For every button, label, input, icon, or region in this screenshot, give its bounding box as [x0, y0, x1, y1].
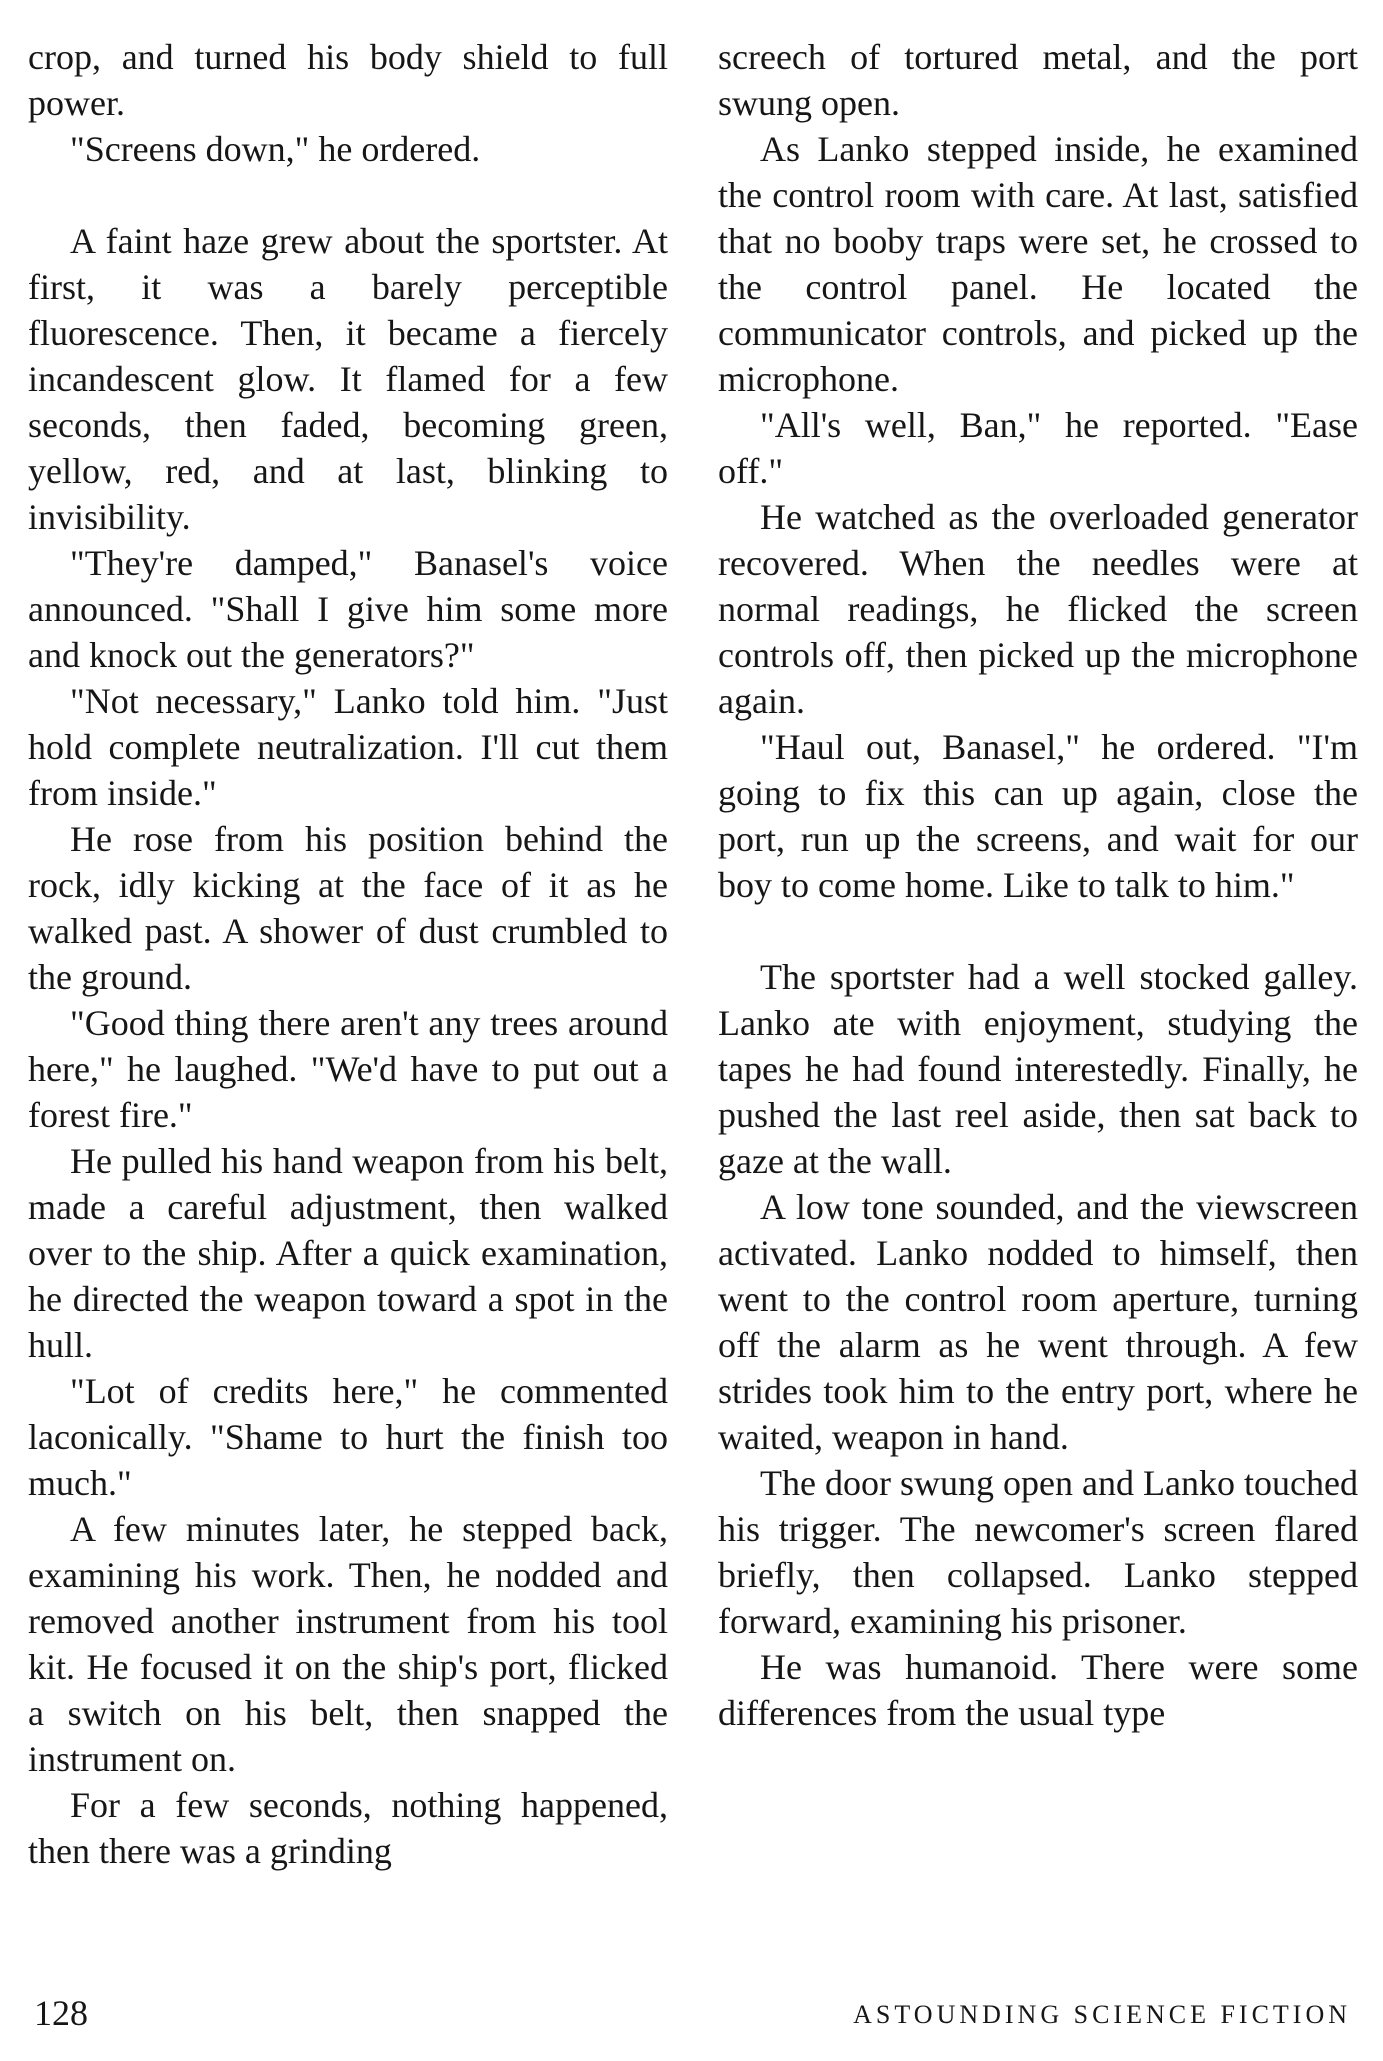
paragraph: "They're damped," Banasel's voice announced. "Shall I give him some more and knock out the generators?" — [28, 543, 668, 675]
paragraph: For a few seconds, nothing happened, then there was a grinding — [28, 1785, 668, 1871]
running-title: ASTOUNDING SCIENCE FICTION — [853, 2000, 1351, 2029]
paragraph: He watched as the overloaded generator recovered. When the needles were at normal readings, he flicked the screen controls off, then picked up the microphone again. — [718, 497, 1358, 721]
paragraph: A low tone sounded, and the viewscreen activated. Lanko nodded to himself, then went to the control room aperture, turning off the alarm as he went through. A few strides took him to the entry port, where he waited, weapon in hand. — [718, 1187, 1358, 1457]
paragraph: screech of tortured metal, and the port swung open. — [718, 37, 1358, 123]
paragraph: He was humanoid. There were some differences from the usual type — [718, 1647, 1358, 1733]
paragraph: A few minutes later, he stepped back, examining his work. Then, he nodded and removed another instrument from his tool kit. He focused it on the ship's port, flicked a switch on his belt, then snapped the instrument on. — [28, 1509, 668, 1779]
paragraph: A faint haze grew about the sportster. At first, it was a barely perceptible fluorescence. Then, it became a fiercely incandescent glow. It flamed for a few seconds, then faded, becoming green, yellow, red, and at last, blinking to invisibility. — [28, 221, 668, 537]
paragraph: "Good thing there aren't any trees around here," he laughed. "We'd have to put out a forest fire." — [28, 1003, 668, 1135]
paragraph: He rose from his position behind the rock, idly kicking at the face of it as he walked past. A shower of dust crumbled to the ground. — [28, 819, 668, 997]
paragraph: "All's well, Ban," he reported. "Ease off." — [718, 405, 1358, 491]
paragraph: crop, and turned his body shield to full power. — [28, 37, 668, 123]
page-number: 128 — [34, 1993, 88, 2033]
paragraph: "Not necessary," Lanko told him. "Just hold complete neutralization. I'll cut them from inside." — [28, 681, 668, 813]
paragraph: He pulled his hand weapon from his belt, made a careful adjustment, then walked over to the ship. After a quick examination, he directed the weapon toward a spot in the hull. — [28, 1141, 668, 1365]
paragraph: "Haul out, Banasel," he ordered. "I'm going to fix this can up again, close the port, run up the screens, and wait for our boy to come home. Like to talk to him." — [718, 727, 1358, 905]
paragraph: As Lanko stepped inside, he examined the control room with care. At last, satisfied that no booby traps were set, he crossed to the control panel. He located the communicator controls, and picked up the microphone. — [718, 129, 1358, 399]
paragraph: The door swung open and Lanko touched his trigger. The newcomer's screen flared briefly, then collapsed. Lanko stepped forward, examining his prisoner. — [718, 1463, 1358, 1641]
left-text-column — [28, 34, 668, 1874]
paragraph: The sportster had a well stocked galley. Lanko ate with enjoyment, studying the tapes he had found interestedly. Finally, he pushed the last reel aside, then sat back to gaze at the wall. — [718, 957, 1358, 1181]
paragraph: "Screens down," he ordered. — [70, 129, 481, 169]
page-footer — [0, 1993, 1383, 2033]
paragraph: "Lot of credits here," he commented laconically. "Shame to hurt the finish too much." — [28, 1371, 668, 1503]
right-text-column — [718, 34, 1358, 1736]
